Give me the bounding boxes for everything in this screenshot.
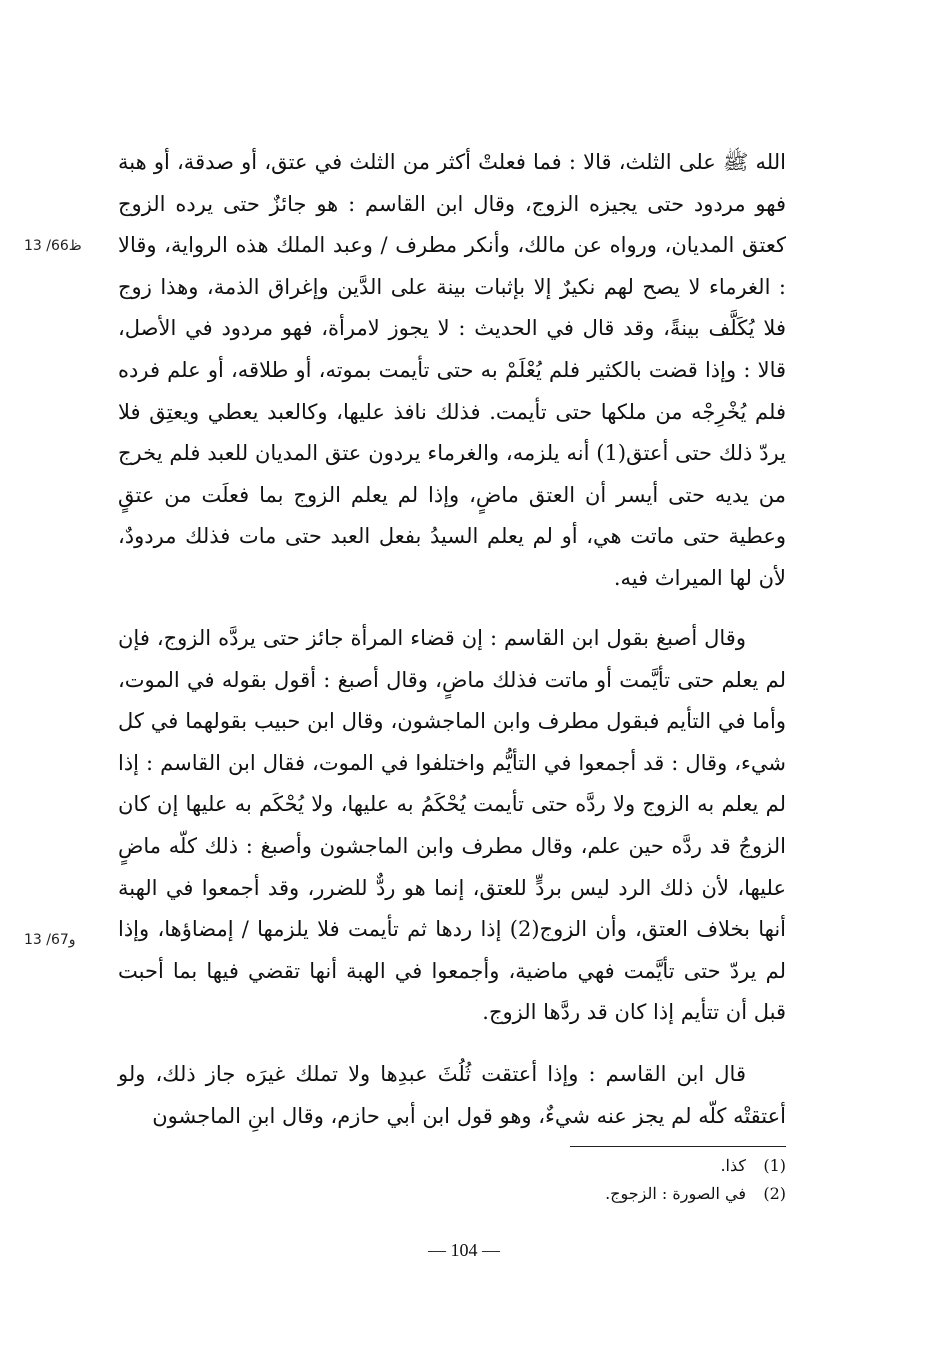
footnote-number: (2) bbox=[763, 1184, 786, 1203]
margin-note-folio-66: 13 /66ظ bbox=[24, 238, 82, 254]
footnotes bbox=[118, 1152, 786, 1208]
page-number: — 104 — bbox=[428, 1240, 500, 1260]
paragraph-2 bbox=[118, 618, 786, 1034]
paragraph-3 bbox=[118, 1054, 786, 1137]
paragraph-text: الله ﷺ على الثلث، قالا : فما فعلتْ أكثر من الثلث في عتق، أو صدقة، أو هبة فهو مردود حتى يجيزه الزوج، وقال ابن القاسم : هو جائزٌ حتى يرده الزوج كعتق المديان، ورواه عن مالك، وأنكر مطرف / وعبد الملك هذه الرواية، وقالا : الغرماء لا يصح لهم نكيرٌ إلا بإثبات بينة على الدَّين وإغراق الذمة، وهذا زوج فلا يُكَلَّف بينةً، وقد قال في الحديث : لا يجوز لامرأة، فهو مردود في الأصل، قالا : وإذا قضت بالكثير فلم يُعْلَمْ به حتى تأيمت بموته، أو طلاقه، أو علم فرده فلم يُخْرِجْه من ملكها حتى تأيمت. فذلك نافذ عليها، وكالعبد يعطي ويعتِق فلا يردّ ذلك حتى أعتق(1) أنه يلزمه، والغرماء يردون عتق المديان للعبد فلم يخرج من يديه حتى أيسر أن العتق ماضٍ، وإذا لم يعلم الزوج بما فعلَت من عتقٍ وعطية حتى ماتت هي، أو لم يعلم السيدُ بفعل العبد حتى مات فذلك مردودٌ، لأن لها الميراث فيه. bbox=[118, 150, 786, 590]
footnote-divider bbox=[570, 1146, 786, 1147]
paragraph-text: قال ابن القاسم : وإذا أعتقت ثُلُثَ عبدِها ولا تملك غيرَه جاز ذلك، ولو أعتقتْه كلّه لم يجز عنه شيءٌ، وهو قول ابن أبي حازم، وقال ابنِ الماجشون bbox=[118, 1062, 786, 1128]
footnote-1 bbox=[118, 1152, 786, 1180]
footnote-number: (1) bbox=[763, 1156, 786, 1175]
paragraph-1 bbox=[118, 142, 786, 600]
footnote-text: كذا. bbox=[720, 1156, 746, 1175]
margin-note-folio-67: 13 /67و bbox=[24, 932, 76, 948]
paragraph-text: وقال أصبغ بقول ابن القاسم : إن قضاء المرأة جائز حتى يردَّه الزوج، فإن لم يعلم حتى تأيَّمت أو ماتت فذلك ماضٍ، وقال أصبغ : أقول بقوله في الموت، وأما في التأيم فبقول مطرف وابن الماجشون، وقال ابن حبيب بقولهما في كل شيء، وقال : قد أجمعوا في التأيُّم واختلفوا في الموت، فقال ابن القاسم : إذا لم يعلم به الزوج ولا ردَّه حتى تأيمت يُحْكَمُ به عليها، ولا يُحْكَم به عليها إن كان الزوجُ قد ردَّه حين علم، وقال مطرف وابن الماجشون وأصبغ : ذلك كلّه ماضٍ عليها، لأن ذلك الرد ليس بردٍّ للعتق، إنما هو ردٌّ للضرر، وقد أجمعوا في الهبة أنها بخلاف العتق، وأن الزوج(2) إذا ردها ثم تأيمت فلا يلزمها / إمضاؤها، وإذا لم يردّ حتى تأيَّمت فهي ماضية، وأجمعوا في الهبة أنها تقضي فيها بما أحبت قبل أن تتأيم إذا كان قد ردَّها الزوج. bbox=[118, 626, 786, 1025]
footnote-2 bbox=[118, 1180, 786, 1208]
footnote-text: في الصورة : الزجوج. bbox=[605, 1184, 746, 1203]
